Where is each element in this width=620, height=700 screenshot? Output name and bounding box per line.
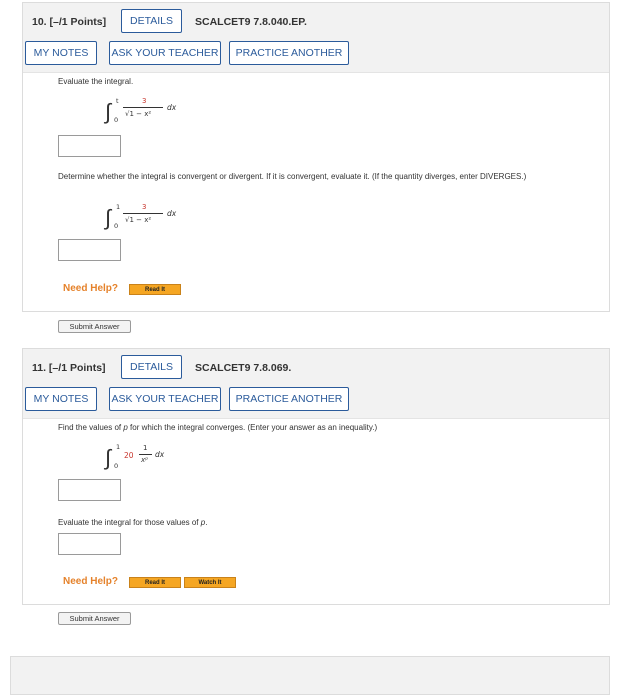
integral-sign-icon: ∫ bbox=[105, 446, 112, 471]
watch-it-button[interactable]: Watch It bbox=[184, 577, 236, 588]
prompt-var: p bbox=[200, 518, 206, 527]
lower-limit: 0 bbox=[114, 116, 119, 124]
upper-limit: t bbox=[116, 97, 119, 105]
part2-prompt: Determine whether the integral is convergent or divergent. If it is convergent, evaluate it. (If the quantity diverges, enter DIVERGES.) bbox=[58, 172, 527, 181]
denominator: √1 − x² bbox=[125, 216, 152, 224]
my-notes-button[interactable]: MY NOTES bbox=[25, 41, 97, 65]
ask-teacher-button[interactable]: ASK YOUR TEACHER bbox=[109, 387, 221, 411]
coefficient: 20 bbox=[124, 451, 134, 460]
question-number: 11. [–/1 Points] bbox=[32, 362, 106, 374]
integral-2 bbox=[105, 201, 225, 241]
question-10-header bbox=[23, 3, 609, 73]
integral-sign-icon: ∫ bbox=[105, 206, 112, 231]
lower-limit: 0 bbox=[114, 462, 119, 470]
denominator: √1 − x² bbox=[125, 110, 152, 118]
practice-another-button[interactable]: PRACTICE ANOTHER bbox=[229, 387, 349, 411]
answer-input-2[interactable] bbox=[58, 533, 121, 555]
read-it-button[interactable]: Read It bbox=[129, 577, 181, 588]
submit-answer-button[interactable]: Submit Answer bbox=[58, 612, 131, 625]
prompt-text: Find the values of bbox=[58, 423, 124, 432]
need-help-label: Need Help? bbox=[63, 283, 119, 294]
submit-answer-button[interactable]: Submit Answer bbox=[58, 320, 131, 333]
upper-limit: 1 bbox=[116, 443, 121, 451]
need-help-label: Need Help? bbox=[63, 576, 119, 587]
numerator: 3 bbox=[142, 203, 147, 211]
prompt-text: for which the integral converges. (Enter your answer as an inequality.) bbox=[127, 423, 378, 432]
dx: dx bbox=[155, 450, 165, 459]
question-code: SCALCET9 7.8.069. bbox=[195, 362, 292, 374]
denominator: xᵖ bbox=[141, 456, 149, 464]
my-notes-button[interactable]: MY NOTES bbox=[25, 387, 97, 411]
practice-another-button[interactable]: PRACTICE ANOTHER bbox=[229, 41, 349, 65]
read-it-button[interactable]: Read It bbox=[129, 284, 181, 295]
integral-1 bbox=[105, 95, 225, 135]
fraction-bar bbox=[123, 107, 163, 108]
details-button[interactable]: DETAILS bbox=[121, 9, 182, 33]
integral bbox=[105, 441, 225, 481]
dx: dx bbox=[167, 103, 177, 112]
prompt-text: . bbox=[205, 518, 208, 527]
answer-input-2[interactable] bbox=[58, 239, 121, 261]
upper-limit: 1 bbox=[116, 203, 121, 211]
numerator: 3 bbox=[142, 97, 147, 105]
answer-input-1[interactable] bbox=[58, 479, 121, 501]
fraction-bar bbox=[139, 454, 152, 455]
question-10 bbox=[22, 2, 610, 331]
prompt-var: p bbox=[123, 423, 128, 432]
fraction-bar bbox=[123, 213, 163, 214]
question-11-header bbox=[23, 349, 609, 419]
part1-prompt bbox=[58, 422, 568, 433]
details-button[interactable]: DETAILS bbox=[121, 355, 182, 379]
next-question-panel bbox=[10, 656, 610, 695]
part1-prompt: Evaluate the integral. bbox=[58, 77, 134, 86]
ask-teacher-button[interactable]: ASK YOUR TEACHER bbox=[109, 41, 221, 65]
prompt-text: Evaluate the integral for those values of bbox=[58, 518, 201, 527]
lower-limit: 0 bbox=[114, 222, 119, 230]
question-code: SCALCET9 7.8.040.EP. bbox=[195, 16, 307, 28]
part2-prompt bbox=[58, 517, 568, 528]
integral-sign-icon: ∫ bbox=[105, 100, 112, 125]
question-11 bbox=[22, 348, 610, 623]
dx: dx bbox=[167, 209, 177, 218]
numerator: 1 bbox=[143, 444, 148, 452]
answer-input-1[interactable] bbox=[58, 135, 121, 157]
question-number: 10. [–/1 Points] bbox=[32, 16, 107, 28]
